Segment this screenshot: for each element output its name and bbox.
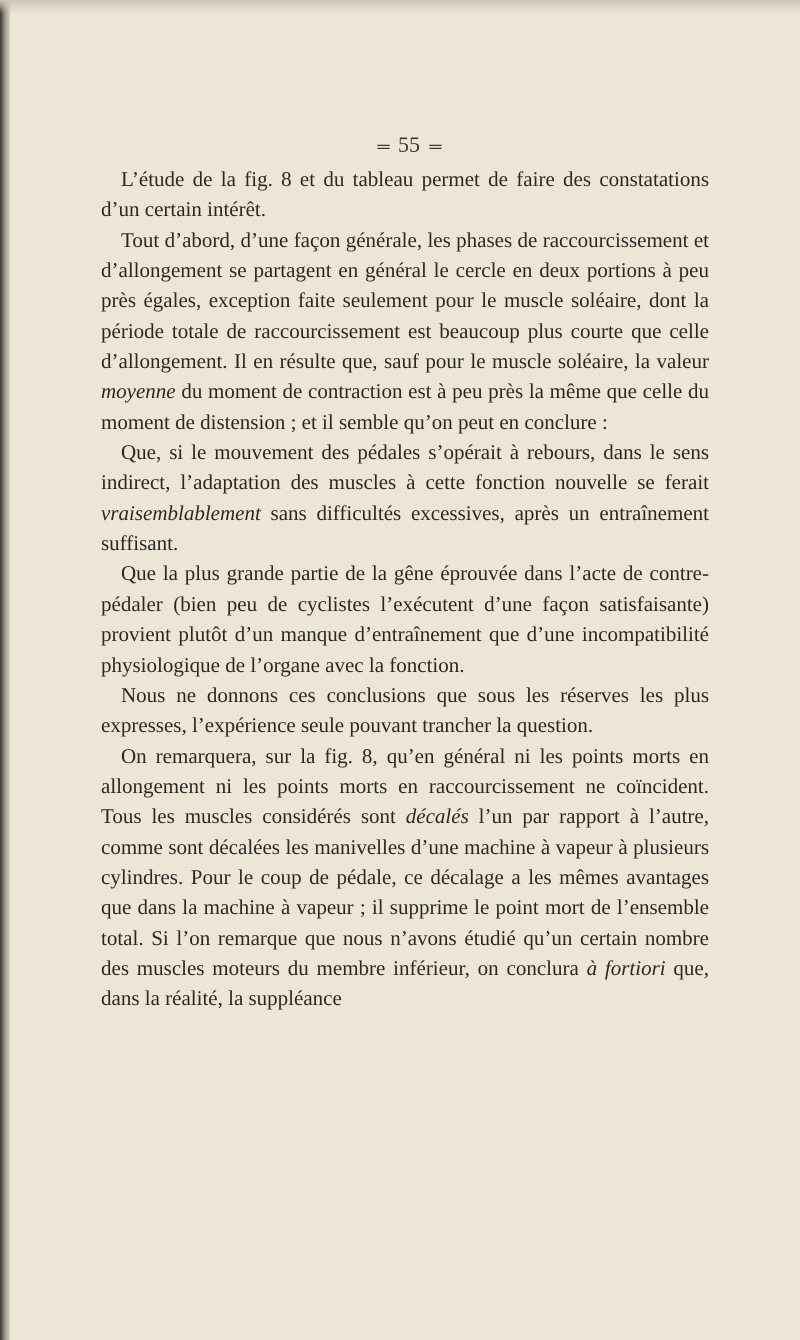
paragraph-text: Nous ne donnons ces conclusions que sous les réserves les plus expresses, l’expérience seule pouvant trancher la question. — [101, 682, 709, 738]
paragraph-text: l’un par rapport à l’autre, comme sont décalées les manivelles d’une machine à vapeur à plusieurs cylindres. Pour le coup de pédale, ce décalage a les mêmes avantages que dans la machine à vapeur ; il supprime le point mort de l’ensemble total. Si l’on remarque que nous n’avons étudié qu’un certain nombre des muscles moteurs du membre inférieur, on conclura — [101, 804, 709, 980]
paragraph — [101, 741, 709, 1014]
paragraph — [101, 437, 709, 558]
page-number-left-mark: ═ — [377, 137, 389, 156]
book-page — [101, 126, 709, 1014]
italic-emphasis: décalés — [405, 804, 469, 829]
paragraph-text: du moment de contraction est à peu près la même que celle du moment de distension ; et il semble qu’on peut en conclure : — [101, 379, 709, 434]
page-binding-edge — [0, 0, 10, 1340]
italic-emphasis: vraisemblablement — [101, 500, 261, 525]
page-number-header — [109, 126, 709, 164]
paragraph-text: que, dans la réalité, la suppléance — [101, 955, 709, 1011]
page-number: 55 — [398, 132, 420, 157]
paragraph-text: Que la plus grande partie de la gêne éprouvée dans l’acte de contre-pédaler (bien peu de cyclistes l’exécutent d’une façon satisfaisante) provient plutôt d’un manque d’entraînement que d’une incompatibilité physiologique de l’organe avec la fonction. — [101, 561, 709, 677]
page-number-right-mark: ═ — [429, 137, 441, 156]
paragraph — [101, 558, 709, 679]
paragraph — [101, 680, 709, 741]
page-top-shadow — [0, 0, 800, 14]
paragraph — [101, 225, 709, 437]
italic-emphasis: moyenne — [101, 379, 176, 404]
italic-emphasis: à fortiori — [586, 955, 666, 980]
paragraph-text: sans difficultés excessives, après un entraînement suffisant. — [101, 500, 709, 556]
paragraph-text: On remarquera, sur la fig. 8, qu’en général ni les points morts en allongement ni les points morts en raccourcissement ne coïncident. Tous les muscles considérés sont — [101, 743, 709, 829]
paragraph — [101, 164, 709, 225]
paragraph-text: Que, si le mouvement des pédales s’opérait à rebours, dans le sens indirect, l’adaptation des muscles à cette fonction nouvelle se ferait — [101, 440, 709, 495]
paragraph-text: L’étude de la fig. 8 et du tableau permet de faire des constatations d’un certain intérêt. — [101, 167, 709, 222]
paragraph-text: Tout d’abord, d’une façon générale, les phases de raccourcissement et d’allongement se partagent en général le cercle en deux portions à peu près égales, exception faite seulement pour le muscle soléaire, dont la période totale de raccourcissement est beaucoup plus courte que celle d’allongement. Il en résulte que, sauf pour le muscle soléaire, la valeur — [101, 227, 709, 374]
body-text — [101, 164, 709, 1014]
